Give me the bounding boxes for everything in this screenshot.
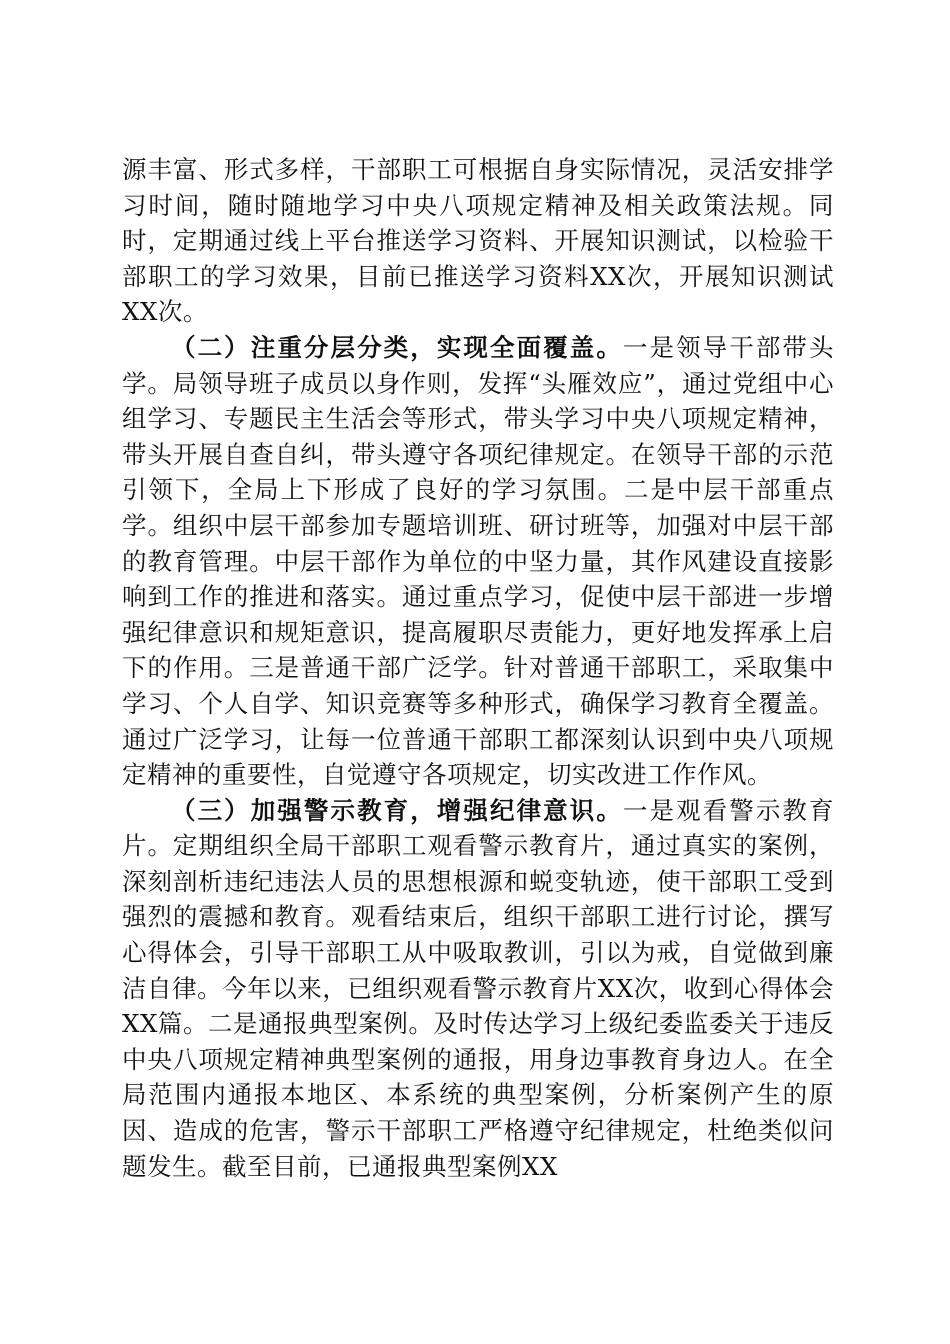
paragraph-section-two (122, 330, 834, 793)
section-heading: （二）注重分层分类，实现全面覆盖。 (171, 332, 623, 362)
paragraph-text: 一是领导干部带头学。局领导班子成员以身作则，发挥“头雁效应”，通过党组中心组学习、专题民主生活会等形式，带头学习中央八项规定精神，带头开展自查自纠，带头遵守各项纪律规定。在领导干部的示范引领下，全局上下形成了良好的学习氛围。二是中层干部重点学。组织中层干部参加专题培训班、研讨班等，加强对中层干部的教育管理。中层干部作为单位的中坚力量，其作风建设直接影响到工作的推进和落实。通过重点学习，促使中层干部进一步增强纪律意识和规矩意识，提高履职尽责能力，更好地发挥承上启下的作用。三是普通干部广泛学。针对普通干部职工，采取集中学习、个人自学、知识竞赛等多种形式，确保学习教育全覆盖。通过广泛学习，让每一位普通干部职工都深刻认识到中央八项规定精神的重要性，自觉遵守各项规定，切实改进工作作风。 (122, 332, 835, 790)
paragraph-text: 源丰富、形式多样，干部职工可根据自身实际情况，灵活安排学习时间，随时随地学习中央八项规定精神及相关政策法规。同时，定期通过线上平台推送学习资料、开展知识测试，以检验干部职工的学习效果，目前已推送学习资料XX次，开展知识测试XX次。 (122, 155, 834, 327)
document-body (122, 152, 834, 1184)
paragraph-section-three (122, 793, 834, 1185)
section-heading: （三）加强警示教育，增强纪律意识。 (171, 795, 623, 825)
paragraph-continued (122, 152, 834, 330)
paragraph-text: 一是观看警示教育片。定期组织全局干部职工观看警示教育片，通过真实的案例，深刻剖析违纪违法人员的思想根源和蜕变轨迹，使干部职工受到强烈的震撼和教育。观看结束后，组织干部职工进行讨论，撰写心得体会，引导干部职工从中吸取教训，引以为戒，自觉做到廉洁自律。今年以来，已组织观看警示教育片XX次，收到心得体会XX篇。二是通报典型案例。及时传达学习上级纪委监委关于违反中央八项规定精神典型案例的通报，用身边事教育身边人。在全局范围内通报本地区、本系统的典型案例，分析案例产生的原因、造成的危害，警示干部职工严格遵守纪律规定，杜绝类似问题发生。截至目前，已通报典型案例XX (122, 795, 835, 1181)
